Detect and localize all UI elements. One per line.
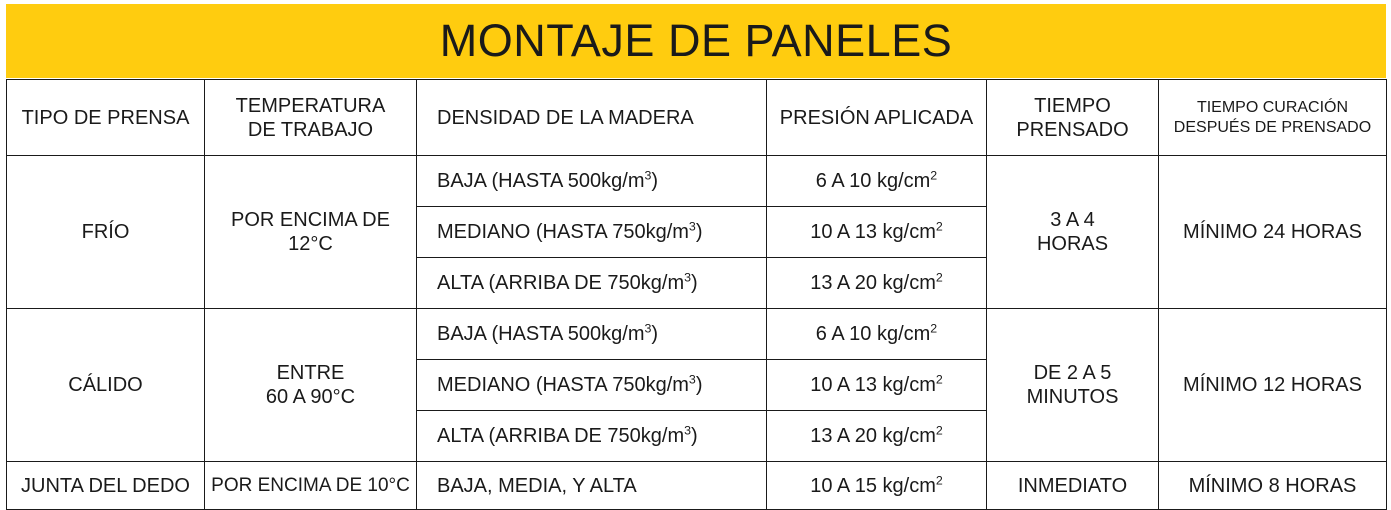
- density-text-end: ): [691, 425, 698, 447]
- work-temp-cell: POR ENCIMA DE 10°C: [205, 462, 417, 510]
- header-pressure: PRESIÓN APLICADA: [767, 80, 987, 156]
- pressure-text: 10 A 13 kg/cm: [810, 374, 936, 396]
- unit-exponent: 2: [935, 372, 943, 387]
- table-row: [7, 462, 1387, 510]
- table-row: [7, 156, 1387, 207]
- density-text: ALTA (ARRIBA DE 750kg/m: [437, 272, 685, 294]
- unit-exponent: 3: [644, 321, 652, 336]
- density-cell: [417, 411, 767, 462]
- press-time-cell: INMEDIATO: [987, 462, 1159, 510]
- cure-time-cell: MÍNIMO 24 HORAS: [1159, 156, 1387, 309]
- title-banner: [6, 4, 1386, 78]
- unit-exponent: 3: [684, 423, 692, 438]
- density-text-end: ): [691, 272, 698, 294]
- pressure-cell: [767, 411, 987, 462]
- density-cell: [417, 207, 767, 258]
- density-text: BAJA (HASTA 500kg/m: [437, 170, 645, 192]
- pressure-text: 13 A 20 kg/cm: [810, 272, 936, 294]
- header-press-time: TIEMPO PRENSADO: [987, 80, 1159, 156]
- unit-exponent: 3: [688, 219, 696, 234]
- density-text-end: ): [651, 170, 659, 192]
- density-text: ALTA (ARRIBA DE 750kg/m: [437, 425, 685, 447]
- pressure-text: 13 A 20 kg/cm: [810, 425, 936, 447]
- cure-time-cell: MÍNIMO 12 HORAS: [1159, 309, 1387, 462]
- unit-exponent: 2: [935, 219, 943, 234]
- density-text: BAJA (HASTA 500kg/m: [437, 323, 645, 345]
- unit-exponent: 2: [930, 321, 938, 336]
- density-cell: [417, 258, 767, 309]
- density-text: MEDIANO (HASTA 750kg/m: [437, 374, 689, 396]
- press-type-cell: JUNTA DEL DEDO: [7, 462, 205, 510]
- cure-time-cell: MÍNIMO 8 HORAS: [1159, 462, 1387, 510]
- unit-exponent: 2: [935, 423, 943, 438]
- panel-assembly-table: [6, 79, 1387, 510]
- header-press-type: TIPO DE PRENSA: [7, 80, 205, 156]
- unit-exponent: 2: [935, 472, 943, 487]
- density-text: MEDIANO (HASTA 750kg/m: [437, 221, 689, 243]
- table-row: [7, 309, 1387, 360]
- density-cell: [417, 309, 767, 360]
- press-type-cell: CÁLIDO: [7, 309, 205, 462]
- density-text-end: ): [695, 374, 703, 396]
- pressure-cell: [767, 207, 987, 258]
- unit-exponent: 3: [644, 168, 652, 183]
- work-temp-cell: ENTRE 60 A 90°C: [205, 309, 417, 462]
- press-time-cell: 3 A 4 HORAS: [987, 156, 1159, 309]
- unit-exponent: 3: [684, 270, 692, 285]
- density-cell: [417, 156, 767, 207]
- table-header-row: [7, 80, 1387, 156]
- pressure-cell: [767, 309, 987, 360]
- unit-exponent: 3: [688, 372, 696, 387]
- header-work-temp: TEMPERATURA DE TRABAJO: [205, 80, 417, 156]
- header-wood-density: DENSIDAD DE LA MADERA: [417, 80, 767, 156]
- density-text-end: ): [695, 221, 703, 243]
- pressure-text: 10 A 15 kg/cm: [810, 474, 936, 497]
- pressure-cell: [767, 360, 987, 411]
- unit-exponent: 2: [930, 168, 938, 183]
- density-text-end: ): [651, 323, 659, 345]
- pressure-text: 10 A 13 kg/cm: [810, 221, 936, 243]
- press-type-cell: FRÍO: [7, 156, 205, 309]
- pressure-text: 6 A 10 kg/cm: [815, 170, 931, 192]
- page-title: MONTAJE DE PANELES: [439, 15, 953, 66]
- pressure-text: 6 A 10 kg/cm: [815, 323, 931, 345]
- density-cell: [417, 360, 767, 411]
- pressure-cell: [767, 156, 987, 207]
- press-time-cell: DE 2 A 5 MINUTOS: [987, 309, 1159, 462]
- work-temp-cell: POR ENCIMA DE 12°C: [205, 156, 417, 309]
- density-cell: BAJA, MEDIA, Y ALTA: [417, 462, 767, 510]
- unit-exponent: 2: [935, 270, 943, 285]
- pressure-cell: [767, 258, 987, 309]
- pressure-cell: [767, 462, 987, 510]
- header-cure-time: TIEMPO CURACIÓN DESPUÉS DE PRENSADO: [1159, 80, 1387, 156]
